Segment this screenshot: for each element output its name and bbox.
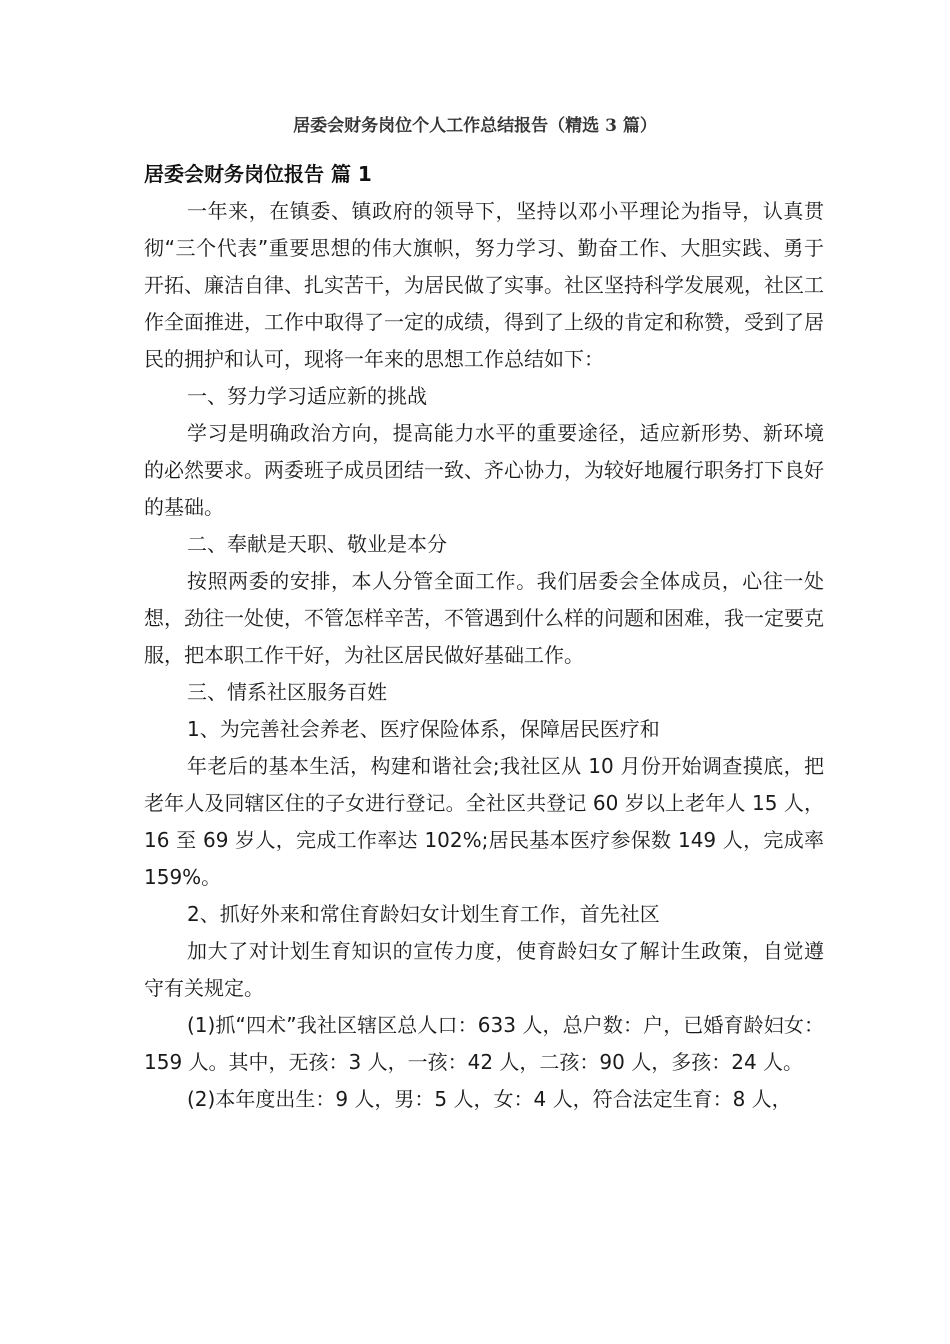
paragraph-family-planning-lead: 2、抓好外来和常住育龄妇女计划生育工作，首先社区	[187, 902, 660, 926]
section-heading: 居委会财务岗位报告 篇 1	[144, 162, 372, 186]
paragraph-insurance-lead: 1、为完善社会养老、医疗保险体系，保障居民医疗和	[187, 717, 660, 741]
paragraph-family-planning: 加大了对计划生育知识的宣传力度，使育龄妇女了解计生政策，自觉遵守有关规定。	[144, 939, 824, 1000]
paragraph-dedication: 按照两委的安排，本人分管全面工作。我们居委会全体成员，心往一处想，劲往一处使，不管怎样辛苦，不管遇到什么样的问题和困难，我一定要克服，把本职工作干好，为社区居民做好基础工作。	[144, 569, 824, 667]
paragraph-births: (2)本年度出生：9 人，男：5 人，女：4 人，符合法定生育：8 人，	[187, 1087, 792, 1111]
subheading-study: 一、努力学习适应新的挑战	[187, 384, 427, 408]
paragraph-study: 学习是明确政治方向，提高能力水平的重要途径，适应新形势、新环境的必然要求。两委班子成员团结一致、齐心协力，为较好地履行职务打下良好的基础。	[144, 421, 824, 519]
paragraph-intro: 一年来，在镇委、镇政府的领导下，坚持以邓小平理论为指导，认真贯彻“三个代表”重要思想的伟大旗帜，努力学习、勤奋工作、大胆实践、勇于开拓、廉洁自律、扎实苦干，为居民做了实事。社区坚持科学发展观，社区工作全面推进，工作中取得了一定的成绩，得到了上级的肯定和称赞，受到了居民的拥护和认可，现将一年来的思想工作总结如下：	[144, 199, 824, 371]
subheading-community-service: 三、情系社区服务百姓	[187, 680, 387, 704]
document-body	[144, 193, 824, 1118]
paragraph-insurance: 年老后的基本生活，构建和谐社会;我社区从 10 月份开始调查摸底，把老年人及同辖区住的子女进行登记。全社区共登记 60 岁以上老年人 15 人，16 至 69 岁人，完成工作率达 102%;居民基本医疗参保数 149 人，完成率 159%。	[144, 754, 824, 889]
paragraph-four-procedures: (1)抓“四术”我社区辖区总人口：633 人，总户数：户，已婚育龄妇女：159 人。其中，无孩：3 人，一孩：42 人，二孩：90 人，多孩：24 人。	[144, 1013, 824, 1074]
subheading-dedication: 二、奉献是天职、敬业是本分	[187, 532, 447, 556]
document-title: 居委会财务岗位个人工作总结报告（精选 3 篇）	[293, 116, 657, 136]
